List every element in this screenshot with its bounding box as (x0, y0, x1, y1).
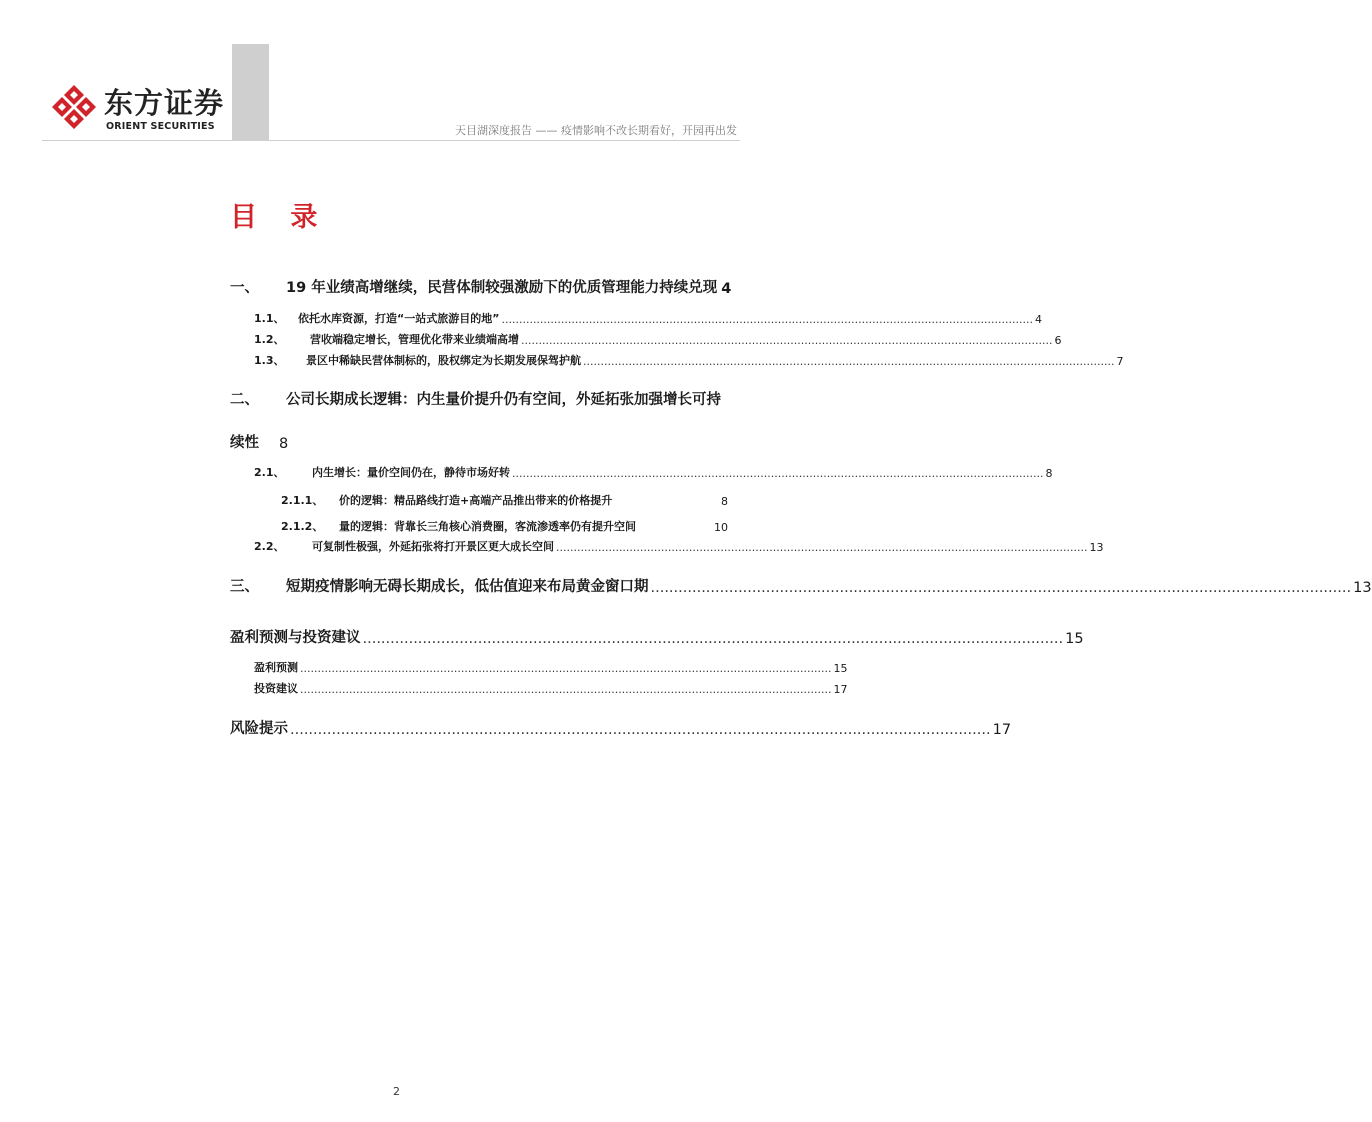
toc-entry-page: 17 (833, 683, 848, 696)
toc-entry-number: 一、 (230, 280, 259, 296)
header-gray-bar (232, 44, 269, 140)
toc-entry-page: 8 (721, 495, 728, 508)
toc-entry-number: 2.1.2、 (281, 520, 324, 533)
header-divider (42, 140, 740, 141)
toc-entry-number: 1.1、 (254, 312, 285, 325)
toc-leader-dots: ........................................................................................................................................................ (300, 662, 832, 675)
toc-entry-text: 可复制性极强，外延拓张将打开景区更大成长空间 (312, 540, 554, 553)
toc-entry-number: 二、 (230, 392, 259, 408)
toc-entry-1-2[interactable] (254, 331, 1062, 347)
toc-leader-dots: ........................................................................................................................................................ (362, 631, 1064, 647)
toc-entry-page: 13 (1089, 541, 1104, 554)
toc-entry-1-3[interactable] (254, 352, 1124, 368)
toc-entry-page: 8 (1045, 467, 1053, 480)
toc-entry-page: 4 (1034, 313, 1042, 326)
toc-heading: 目 录 (230, 202, 330, 233)
toc-entry-page: 15 (1065, 631, 1084, 647)
toc-entry-text: 内生增长：量价空间仍在，静待市场好转 (312, 466, 510, 479)
toc-leader-dots: ........................................................................................................................................................ (521, 334, 1053, 347)
toc-entry-2-2[interactable] (254, 538, 1104, 554)
toc-entry-2-1-1[interactable] (281, 492, 728, 508)
toc-entry-text: 景区中稀缺民营体制标的，股权绑定为长期发展保驾护航 (306, 354, 581, 367)
toc-entry-number: 2.2、 (254, 540, 285, 553)
orient-logo-icon (50, 83, 98, 131)
toc-entry-page: 10 (714, 521, 728, 534)
toc-entry-2-1[interactable] (254, 464, 1053, 480)
toc-entry-2-1-2[interactable] (281, 518, 728, 534)
toc-entry-page: 6 (1054, 334, 1062, 347)
toc-entry-page: 4 (721, 281, 732, 297)
toc-entry-page: 13 (1353, 580, 1372, 596)
toc-entry-2-continued[interactable] (230, 431, 330, 452)
toc-entry-number: 1.3、 (254, 354, 285, 367)
toc-entry-number: 2.1.1、 (281, 494, 324, 507)
toc-entry-text: 盈利预测 (254, 661, 298, 674)
toc-entry-text: 短期疫情影响无碍长期成长，低估值迎来布局黄金窗口期 (286, 579, 649, 595)
toc-entry-1-1[interactable] (254, 310, 1042, 326)
toc-entry-profit-forecast[interactable] (254, 659, 848, 675)
toc-leader-dots: ........................................................................................................................................................ (290, 722, 991, 738)
logo-chinese-name: 东方证券 (104, 86, 225, 120)
toc-entry-page: 17 (992, 722, 1012, 738)
toc-entry-text: 投资建议 (254, 682, 298, 695)
toc-entry-number: 三、 (230, 579, 259, 595)
toc-entry-2[interactable] (230, 388, 730, 409)
toc-entry-page: 15 (833, 662, 848, 675)
toc-entry-number: 1.2、 (254, 333, 285, 346)
toc-entry-number: 2.1、 (254, 466, 285, 479)
toc-entry-text: 公司长期成长逻辑：内生量价提升仍有空间，外延拓张加强增长可持 (286, 392, 721, 408)
toc-leader-dots: ........................................................................................................................................................ (556, 541, 1088, 554)
page-number: 2 (393, 1085, 400, 1098)
toc-entry-page: 8 (279, 436, 289, 452)
toc-entry-risk-warning[interactable] (230, 717, 1012, 738)
toc-entry-text: 营收端稳定增长，管理优化带来业绩端高增 (310, 333, 519, 346)
toc-entry-page: 7 (1116, 355, 1124, 368)
toc-leader-dots: ........................................................................................................................................................ (501, 313, 1033, 326)
toc-entry-text: 风险提示 (230, 721, 288, 737)
toc-entry-text-continued: 续性 (230, 435, 259, 451)
toc-entry-text: 依托水库资源，打造“一站式旅游目的地” (298, 312, 500, 325)
toc-leader-dots: ........................................................................................................................................................ (512, 467, 1044, 480)
logo-english-name: ORIENT SECURITIES (106, 121, 215, 132)
toc-entry-profit-forecast-and-advice[interactable] (230, 626, 1084, 647)
toc-entry-3[interactable] (230, 575, 1372, 596)
toc-entry-text: 盈利预测与投资建议 (230, 630, 361, 646)
toc-leader-dots: ........................................................................................................................................................ (300, 683, 832, 696)
toc-entry-text: 量的逻辑：背靠长三角核心消费圈，客流渗透率仍有提升空间 (339, 520, 636, 533)
report-title: 天目湖深度报告 —— 疫情影响不改长期看好，开园再出发 (455, 124, 737, 137)
toc-leader-dots: ........................................................................................................................................................ (583, 355, 1115, 368)
toc-entry-investment-advice[interactable] (254, 680, 848, 696)
toc-entry-text: 价的逻辑：精品路线打造+高端产品推出带来的价格提升 (339, 494, 613, 507)
toc-leader-dots: ........................................................................................................................................................ (650, 580, 1352, 596)
toc-entry-1[interactable] (230, 276, 730, 297)
toc-entry-text: 19 年业绩高增继续，民营体制较强激励下的优质管理能力持续兑现 (286, 280, 718, 296)
